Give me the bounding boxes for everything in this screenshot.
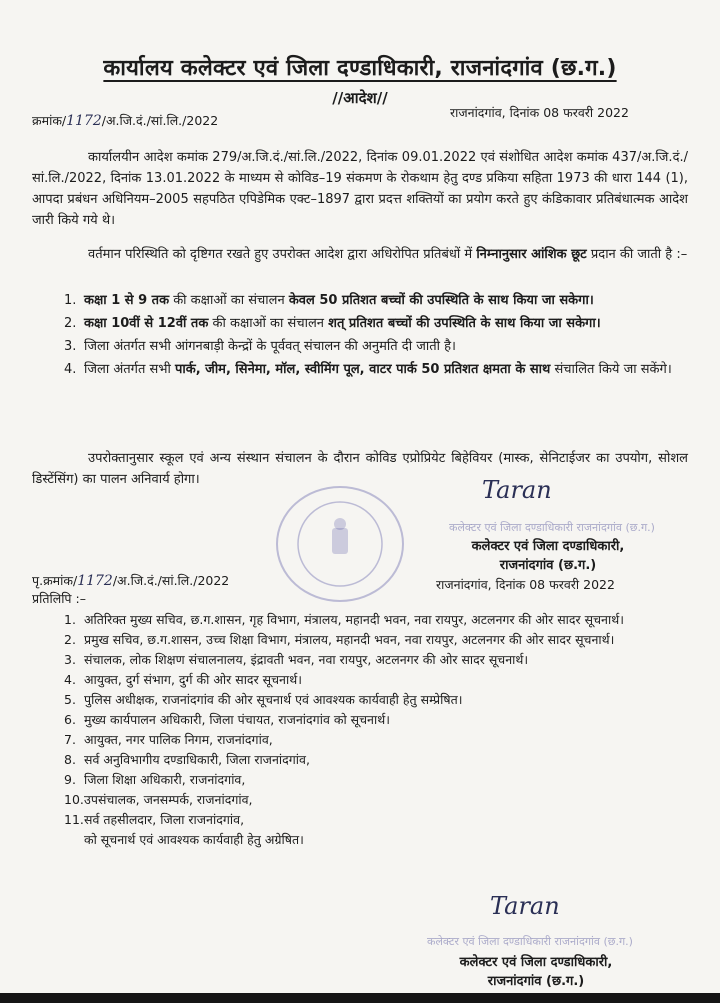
list-item (64, 336, 688, 357)
item-text: उपसंचालक, जनसम्पर्क, राजनांदगांव, (84, 792, 253, 807)
ref-prefix: क्रमांक/ (32, 113, 67, 128)
signatory-place: राजनांदगांव (छ.ग.) (487, 974, 585, 989)
office-seal (276, 486, 404, 602)
copy-label: प्रतिलिपि :– (32, 591, 86, 606)
item-number: 3. (64, 652, 76, 667)
order-paragraph-1: कार्यालयीन आदेश कमांक 279/अ.जि.दं./सां.लि./2022, दिनांक 09.01.2022 एवं संशोधित आदेश कमांक 437/अ.जि.दं./सां.लि./2022, दिनांक 13.01.2022 के माध्यम से कोविड–19 संकमण के रोकथाम हेतु दण्ड प्रकिया सहिता 1973 की धारा 144 (1), आपदा प्रबंधन अधिनियम–2005 सहपठित एपिडेमिक एक्ट–1897 द्वारा प्रदत्त शक्तियों का प्रयोग करते हुए कंडिकावार प्रतिबंधात्मक आदेश जारी किये गये थे। (32, 150, 688, 228)
para2-bold: निम्नानुसार आंशिक छूट (476, 247, 587, 262)
list-item (64, 690, 688, 710)
item-number: 9. (64, 772, 76, 787)
item-number: 4. (64, 362, 77, 377)
copy-ref-suffix: /अ.जि.दं./सां.लि./2022 (112, 573, 230, 588)
list-item (64, 710, 688, 730)
bottom-edge-bar (0, 993, 720, 1003)
item-text: मुख्य कार्यपालन अधिकारी, जिला पंचायत, राजनांदगांव को सूचनार्थ। (84, 712, 390, 727)
seal-emblem-icon (278, 488, 402, 600)
list-item (64, 810, 688, 830)
list-item (64, 290, 688, 311)
list-item (64, 610, 688, 630)
list-item (64, 670, 688, 690)
item-text: अतिरिक्त मुख्य सचिव, छ.ग.शासन, गृह विभाग, मंत्रालय, महानदी भवन, नवा रायपुर, अटलनगर की ओर सादर सूचनार्थ। (84, 612, 624, 627)
item-text: प्रमुख सचिव, छ.ग.शासन, उच्च शिक्षा विभाग, मंत्रालय, महानदी भवन, नवा रायपुर, अटलनगर की ओर सादर सूचनार्थ। (84, 632, 615, 647)
order-paragraph-3: उपरोक्तानुसार स्कूल एवं अन्य संस्थान संचालन के दौरान कोविड एप्रोप्रियेट बिहेवियर (मास्क, सेनिटाईजर का उपयोग, सोशल डिस्टेंसिंग) का पालन अनिवार्य होगा। (32, 451, 688, 487)
item-number: 5. (64, 692, 76, 707)
item-number: 2. (64, 632, 76, 647)
office-title: कार्यालय कलेक्टर एवं जिला दण्डाधिकारी, राजनांदगांव (छ.ग.) (103, 56, 617, 81)
item-bold: कक्षा 10वीं से 12वीं तक (84, 316, 209, 331)
item-number: 1. (64, 293, 77, 308)
stamp-ghost-text: कलेक्टर एवं जिला दण्डाधिकारी राजनांदगांव (छ.ग.) (427, 935, 633, 948)
item-number: 6. (64, 712, 76, 727)
item-text: सर्व अनुविभागीय दण्डाधिकारी, जिला राजनांदगांव, (84, 752, 310, 767)
item-text: सर्व तहसीलदार, जिला राजनांदगांव, (84, 812, 245, 827)
relaxation-list (64, 290, 688, 380)
order-reference (32, 112, 218, 129)
signatory-place: राजनांदगांव (छ.ग.) (499, 558, 597, 573)
item-number: 3. (64, 339, 77, 354)
list-item (64, 770, 688, 790)
list-item (64, 750, 688, 770)
item-text: जिला अंतर्गत सभी आंगनबाड़ी केन्द्रों के पूर्ववत् संचालन की अनुमति दी जाती है। (84, 339, 456, 354)
list-item (64, 359, 688, 380)
signatory-designation: कलेक्टर एवं जिला दण्डाधिकारी, (459, 955, 613, 970)
item-number: 8. (64, 752, 76, 767)
order-paragraph-2 (32, 244, 688, 265)
item-bold: पार्क, जीम, सिनेमा, मॉल, स्वीमिंग पूल, वाटर पार्क 50 प्रतिशत क्षमता के साथ (174, 362, 551, 377)
list-item (64, 790, 688, 810)
list-item (64, 730, 688, 750)
para2-end: प्रदान की जाती है :– (590, 247, 688, 262)
list-item (64, 313, 688, 334)
item-text: संचालित किये जा सकेंगे। (550, 362, 672, 377)
order-heading: //आदेश// (332, 89, 388, 107)
signature-handwritten: Taran (490, 892, 560, 920)
item-bold: शत् प्रतिशत बच्चों की उपस्थिति के साथ किया जा सकेगा। (328, 316, 601, 331)
place-date: राजनांदगांव, दिनांक 08 फरवरी 2022 (450, 105, 629, 120)
list-item (64, 650, 688, 670)
signatory-designation: कलेक्टर एवं जिला दण्डाधिकारी, (471, 539, 625, 554)
copy-reference (32, 572, 229, 589)
item-text: पुलिस अधीक्षक, राजनांदगांव की ओर सूचनार्थ एवं आवश्यक कार्यवाही हेतु सम्प्रेषित। (84, 692, 463, 707)
item-text: संचालक, लोक शिक्षण संचालनालय, इंद्रावती भवन, नवा रायपुर, अटलनगर की ओर सादर सूचनार्थ। (84, 652, 529, 667)
item-text: की कक्षाओं का संचालन (169, 293, 289, 308)
item-text: की कक्षाओं का संचालन (208, 316, 329, 331)
item-number: 2. (64, 316, 77, 331)
copy-closing: को सूचनार्थ एवं आवश्यक कार्यवाही हेतु अग्रेषित। (84, 832, 304, 847)
item-text: आयुक्त, नगर पालिक निगम, राजनांदगांव, (84, 732, 273, 747)
ref-suffix: /अ.जि.दं./सां.लि./2022 (101, 113, 219, 128)
item-number: 4. (64, 672, 76, 687)
signature-handwritten: Taran (482, 476, 552, 504)
list-item (64, 630, 688, 650)
item-number: 7. (64, 732, 76, 747)
copy-ref-number-handwritten: 1172 (77, 573, 113, 589)
ref-number-handwritten: 1172 (66, 113, 102, 129)
item-text: जिला शिक्षा अधिकारी, राजनांदगांव, (84, 772, 246, 787)
item-bold: कक्षा 1 से 9 तक (84, 293, 170, 308)
copy-ref-prefix: पृ.क्रमांक/ (32, 573, 78, 588)
item-text: जिला अंतर्गत सभी (84, 362, 175, 377)
para2-text: वर्तमान परिस्थिति को दृष्टिगत रखते हुए उपरोक्त आदेश द्वारा अधिरोपित प्रतिबंधों में (88, 247, 473, 262)
copy-place-date: राजनांदगांव, दिनांक 08 फरवरी 2022 (436, 577, 615, 592)
item-number: 1. (64, 612, 76, 627)
item-number: 10. (64, 792, 84, 807)
item-number: 11. (64, 812, 84, 827)
item-bold: केवल 50 प्रतिशत बच्चों की उपस्थिति के साथ किया जा सकेगा। (288, 293, 594, 308)
stamp-ghost-text: कलेक्टर एवं जिला दण्डाधिकारी राजनांदगांव (छ.ग.) (449, 521, 655, 534)
copy-list (64, 610, 688, 850)
item-text: आयुक्त, दुर्ग संभाग, दुर्ग की ओर सादर सूचनार्थ। (84, 672, 302, 687)
